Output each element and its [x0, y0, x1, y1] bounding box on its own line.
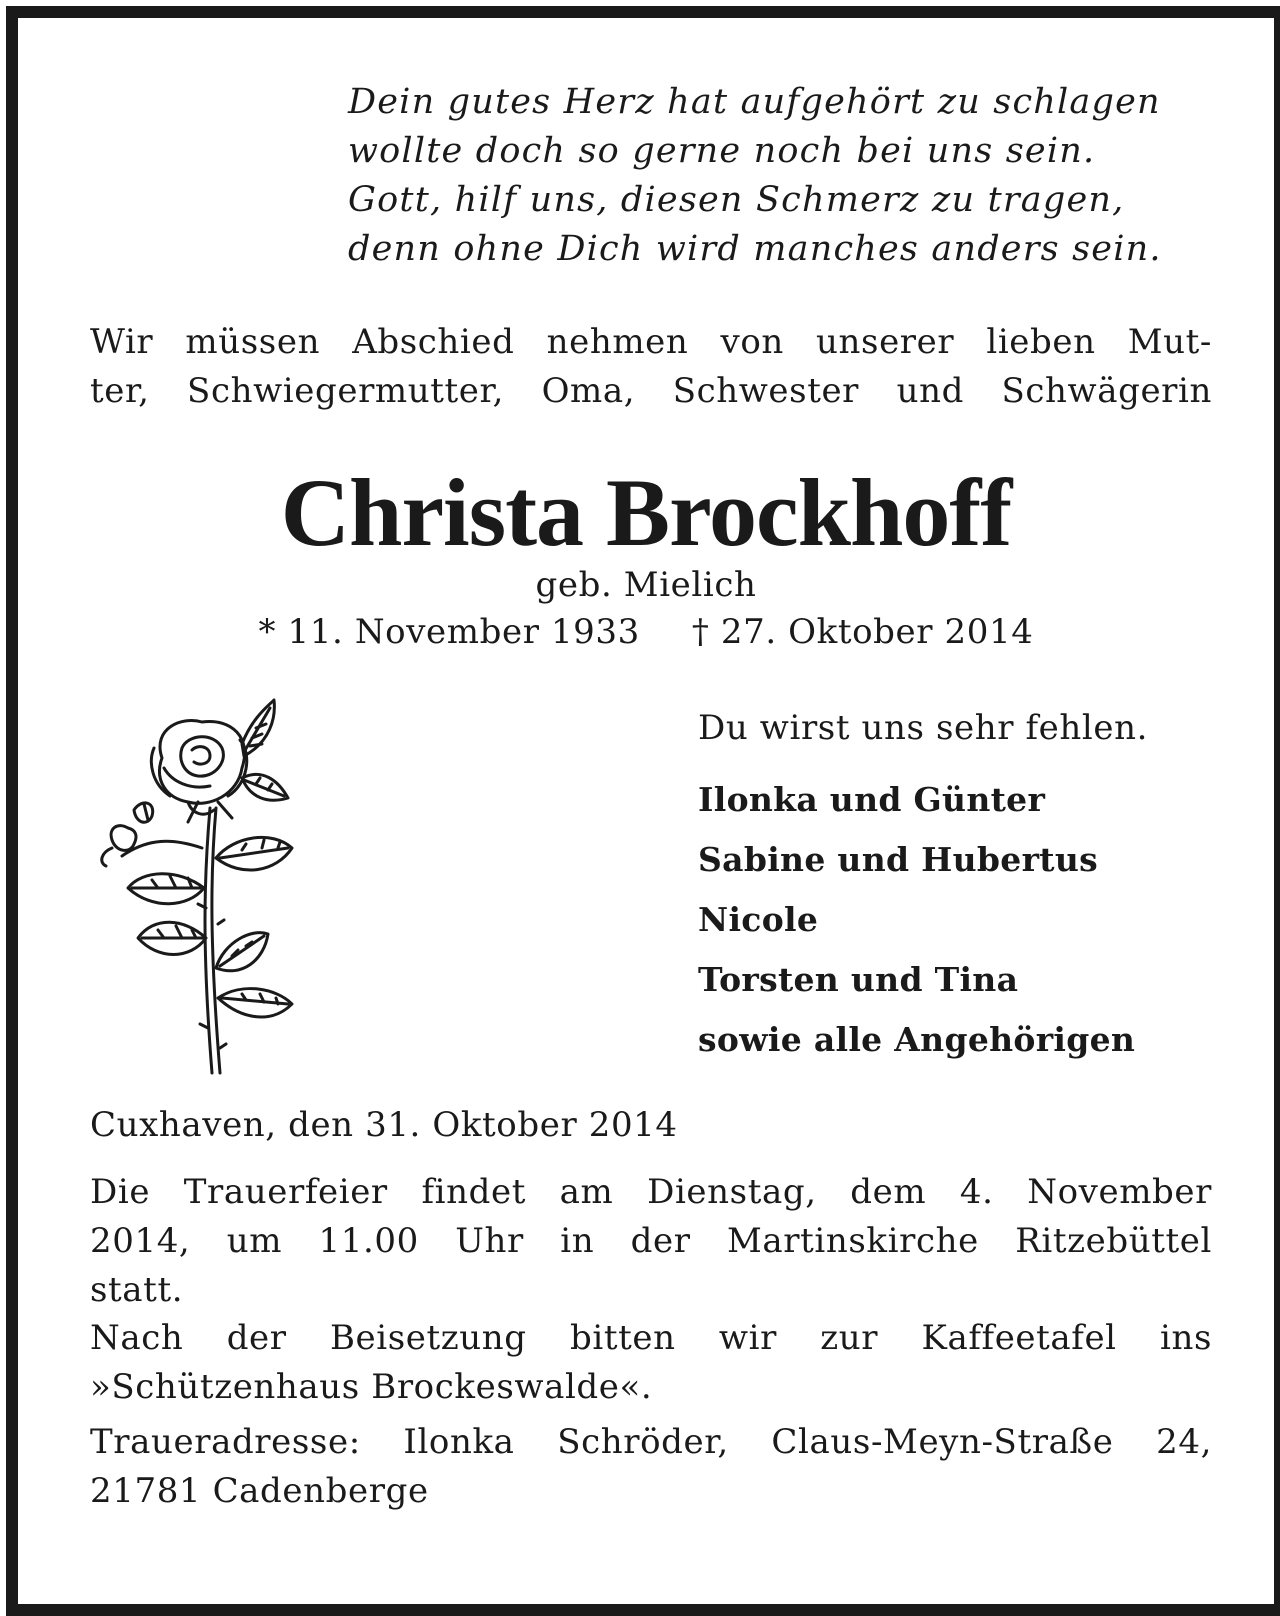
ceremony-line: statt. — [90, 1270, 184, 1310]
ceremony-text — [90, 1168, 1212, 1315]
intro-line: Wir müssen Abschied nehmen von unserer lieben Mut- — [90, 322, 1212, 362]
poem-line: Dein gutes Herz hat aufgehört zu schlagen — [348, 82, 1161, 122]
poem-line: denn ohne Dich wird manches anders sein. — [348, 229, 1162, 269]
intro-line: ter, Schwiegermutter, Oma, Schwester und Schwägerin — [90, 371, 1212, 411]
place-date: Cuxhaven, den 31. Oktober 2014 — [90, 1105, 678, 1145]
poem-line: Gott, hilf uns, diesen Schmerz zu tragen, — [348, 180, 1125, 220]
maiden-name: geb. Mielich — [535, 565, 757, 605]
obituary-content — [18, 18, 1274, 1604]
ceremony-line: Die Trauerfeier findet am Dienstag, dem 4. November — [90, 1172, 1212, 1212]
mourner-name: Torsten und Tina — [698, 960, 1019, 999]
reception-line: Nach der Beisetzung bitten wir zur Kaffeetafel ins — [90, 1318, 1212, 1358]
reception-line: »Schützenhaus Brockeswalde«. — [90, 1367, 653, 1407]
ceremony-line: 2014, um 11.00 Uhr in der Martinskirche Ritzebüttel — [90, 1221, 1212, 1261]
mourner-name: Sabine und Hubertus — [698, 840, 1098, 879]
mourner-name: sowie alle Angehörigen — [698, 1020, 1136, 1059]
address-line: 21781 Cadenberge — [90, 1471, 429, 1511]
intro-text — [90, 318, 1212, 416]
obituary-frame — [6, 6, 1280, 1616]
farewell-text: Du wirst uns sehr fehlen. — [698, 708, 1148, 748]
birth-date: * 11. November 1933 — [258, 612, 640, 652]
mourner-name: Nicole — [698, 900, 819, 939]
mourners-list — [698, 770, 1135, 1070]
poem-line: wollte doch so gerne noch bei uns sein. — [348, 131, 1096, 171]
mourner-name: Ilonka und Günter — [698, 780, 1046, 819]
address-line: Traueradresse: Ilonka Schröder, Claus-Meyn-Straße 24, — [90, 1422, 1212, 1462]
poem — [348, 78, 1218, 274]
reception-text — [90, 1314, 1212, 1412]
mourning-address — [90, 1418, 1212, 1516]
rose-icon — [92, 698, 332, 1078]
deceased-name: Christa Brockhoff — [280, 459, 1012, 566]
death-date: † 27. Oktober 2014 — [691, 612, 1034, 652]
life-dates — [18, 610, 1274, 654]
